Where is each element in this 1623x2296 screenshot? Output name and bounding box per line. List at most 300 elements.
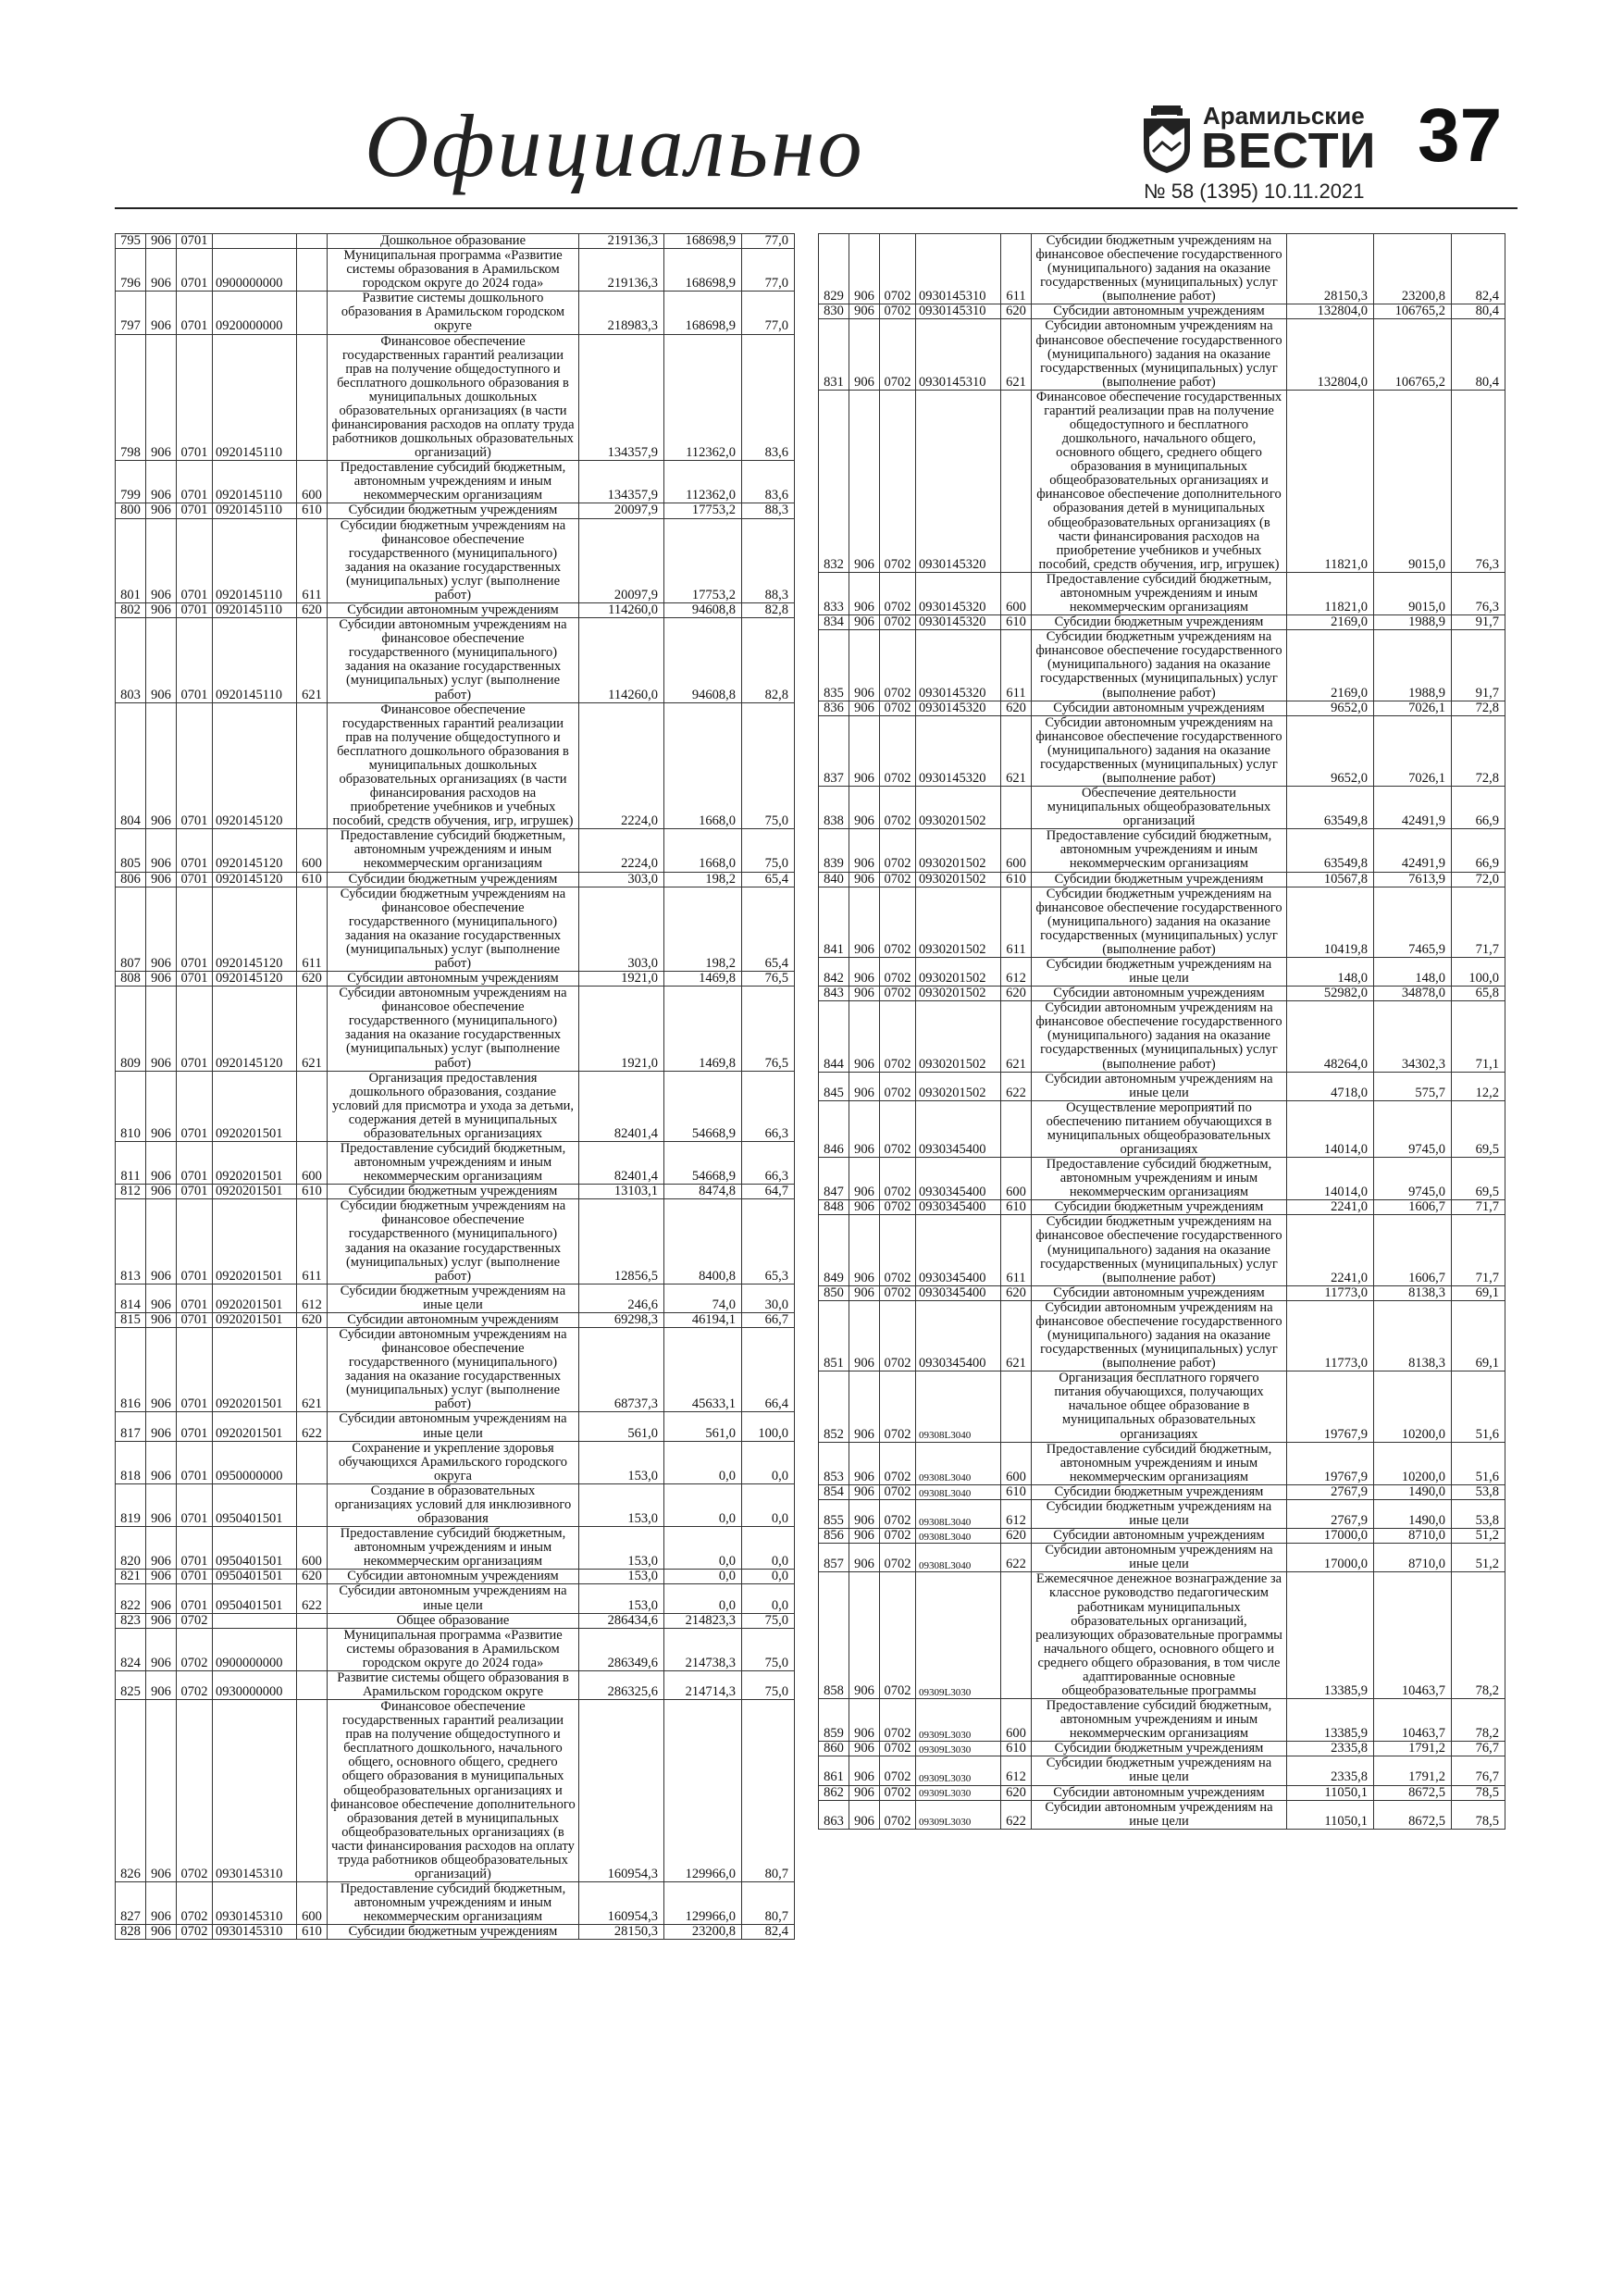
executed-amount: 94608,8 [664,603,742,618]
section-code: 0701 [177,1284,213,1312]
expense-type-code: 622 [1001,1072,1032,1100]
table-row [819,1285,1505,1300]
expense-type-code [297,292,328,334]
expense-type-code [297,1628,328,1670]
page-number: 37 [1418,93,1503,178]
item-description: Муниципальная программа «Развитие системы образования в Арамильском городском округе до 2024 года» [328,1628,579,1670]
item-description: Предоставление субсидий бюджетным, автономным учреждениям и иным некоммерческим организациям [1032,1699,1287,1742]
target-article-code: 0930145310 [916,234,1001,304]
item-description: Финансовое обеспечение государственных гарантий реализации прав на получение общедоступного и бесплатного дошкольного образования в муниципальных дошкольных образовательных организациях (в части финансирования расходов на приобретение учебников и учебных пособий, средств обучения, игр, игрушек) [328,702,579,829]
row-number: 806 [116,872,146,887]
planned-amount: 14014,0 [1287,1158,1374,1200]
execution-percent: 71,7 [1452,1200,1505,1215]
section-code: 0702 [880,304,916,319]
item-description: Субсидии автономным учреждениям [1032,1785,1287,1800]
planned-amount: 2224,0 [579,829,664,872]
execution-percent: 83,6 [742,334,795,461]
execution-percent: 82,8 [742,603,795,618]
execution-percent: 91,7 [1452,615,1505,630]
item-description: Субсидии бюджетным учреждениям [1032,872,1287,887]
planned-amount: 11773,0 [1287,1285,1374,1300]
execution-percent: 82,8 [742,618,795,702]
execution-percent: 69,1 [1452,1300,1505,1371]
row-number: 846 [819,1100,849,1157]
table-row [116,234,795,249]
planned-amount: 153,0 [579,1441,664,1483]
expense-type-code [297,1613,328,1628]
item-description: Организация предоставления дошкольного образования, создание условий для присмотра и ухода за детьми, содержания детей в муниципальных образовательных организациях [328,1071,579,1141]
execution-percent: 72,8 [1452,701,1505,715]
row-number: 837 [819,715,849,786]
section-code: 0701 [177,987,213,1071]
target-article-code: 0920201501 [213,1284,297,1312]
expense-type-code [297,1670,328,1699]
execution-percent: 53,8 [1452,1484,1505,1499]
executed-amount: 168698,9 [664,249,742,292]
target-article-code: 0930345400 [916,1158,1001,1200]
ministry-code: 906 [146,234,177,249]
planned-amount: 19767,9 [1287,1442,1374,1484]
executed-amount: 148,0 [1374,957,1452,986]
section-code: 0701 [177,702,213,829]
section-code: 0701 [177,1142,213,1185]
executed-amount: 7026,1 [1374,715,1452,786]
expense-type-code: 612 [297,1284,328,1312]
target-article-code: 09309L3030 [916,1572,1001,1699]
target-article-code: 0920201501 [213,1328,297,1412]
executed-amount: 74,0 [664,1284,742,1312]
ministry-code: 906 [146,249,177,292]
section-code: 0701 [177,1584,213,1613]
ministry-code: 906 [146,1670,177,1699]
table-row [819,887,1505,957]
item-description: Развитие системы дошкольного образования в Арамильском городском округе [328,292,579,334]
table-row [819,615,1505,630]
target-article-code: 0920201501 [213,1071,297,1141]
target-article-code: 09308L3040 [916,1544,1001,1572]
row-number: 799 [116,461,146,503]
brand-subtitle: Арамильские [1203,102,1365,130]
executed-amount: 0,0 [664,1570,742,1584]
expense-type-code [297,334,328,461]
section-code: 0702 [880,987,916,1001]
target-article-code: 0930201502 [916,787,1001,829]
row-number: 817 [116,1412,146,1441]
row-number: 844 [819,1001,849,1072]
executed-amount: 168698,9 [664,234,742,249]
target-article-code: 0930345400 [916,1300,1001,1371]
planned-amount: 160954,3 [579,1882,664,1925]
expense-type-code: 621 [1001,1001,1032,1072]
target-article-code: 0920145120 [213,887,297,971]
execution-percent: 77,0 [742,249,795,292]
row-number: 826 [116,1700,146,1882]
coat-of-arms-icon [1140,105,1194,174]
table-row [116,603,795,618]
ministry-code: 906 [146,1628,177,1670]
section-code: 0702 [880,701,916,715]
target-article-code: 0920145110 [213,503,297,518]
item-description: Субсидии автономным учреждениям [1032,304,1287,319]
planned-amount: 13103,1 [579,1185,664,1199]
expense-type-code [297,1700,328,1882]
expense-type-code [1001,390,1032,572]
item-description: Предоставление субсидий бюджетным, автономным учреждениям и иным некоммерческим организациям [1032,1442,1287,1484]
expense-type-code: 611 [1001,1215,1032,1285]
item-description: Организация бесплатного горячего питания обучающихся, получающих начальное общее образование в муниципальных образовательных организациях [1032,1371,1287,1442]
expense-type-code: 620 [297,1312,328,1327]
planned-amount: 303,0 [579,872,664,887]
expense-type-code [297,234,328,249]
section-code: 0701 [177,249,213,292]
planned-amount: 12856,5 [579,1199,664,1284]
item-description: Субсидии автономным учреждениям [1032,701,1287,715]
ministry-code: 906 [146,618,177,702]
ministry-code: 906 [849,1800,880,1829]
target-article-code: 0920201501 [213,1142,297,1185]
section-code: 0702 [177,1882,213,1925]
table-row [116,1441,795,1483]
ministry-code: 906 [849,1100,880,1157]
execution-percent: 75,0 [742,1613,795,1628]
planned-amount: 2241,0 [1287,1215,1374,1285]
row-number: 849 [819,1215,849,1285]
executed-amount: 10463,7 [1374,1572,1452,1699]
ministry-code: 906 [146,829,177,872]
target-article-code: 0920201501 [213,1199,297,1284]
executed-amount: 561,0 [664,1412,742,1441]
table-row [819,319,1505,390]
planned-amount: 134357,9 [579,334,664,461]
target-article-code: 0950401501 [213,1584,297,1613]
item-description: Субсидии автономным учреждениям [328,1312,579,1327]
row-number: 856 [819,1529,849,1544]
budget-table-left [115,233,795,1940]
ministry-code: 906 [146,334,177,461]
table-row [819,1572,1505,1699]
planned-amount: 2169,0 [1287,630,1374,701]
planned-amount: 10567,8 [1287,872,1374,887]
newspaper-logo[interactable] [1140,104,1382,178]
table-row [819,1158,1505,1200]
table-row [116,1925,795,1940]
ministry-code: 906 [849,319,880,390]
expense-type-code [297,702,328,829]
section-code: 0702 [880,1572,916,1699]
target-article-code: 0920145120 [213,872,297,887]
target-article-code: 09309L3030 [916,1785,1001,1800]
expense-type-code: 620 [297,1570,328,1584]
execution-percent: 71,7 [1452,887,1505,957]
expense-type-code: 610 [297,1185,328,1199]
section-code: 0702 [177,1670,213,1699]
ministry-code: 906 [849,1200,880,1215]
item-description: Субсидии бюджетным учреждениям [1032,1484,1287,1499]
execution-percent: 76,7 [1452,1742,1505,1756]
section-code: 0701 [177,1412,213,1441]
row-number: 850 [819,1285,849,1300]
table-row [819,390,1505,572]
execution-percent: 100,0 [742,1412,795,1441]
expense-type-code [297,1483,328,1526]
expense-type-code: 600 [297,829,328,872]
table-row [116,702,795,829]
executed-amount: 1490,0 [1374,1499,1452,1528]
planned-amount: 2767,9 [1287,1499,1374,1528]
item-description: Финансовое обеспечение государственных гарантий реализации прав на получение общедоступного и бесплатного дошкольного, начального общего, основного общего, среднего общего образования в муниципальных общеобразовательных организациях и финансовое обеспечение дополнительного образования детей в муниципальных общеобразовательных организациях (в части финансирования расходов на оплату труда работников общеобразовательных организаций) [328,1700,579,1882]
table-row [116,1584,795,1613]
item-description: Субсидии автономным учреждениям на иные цели [1032,1800,1287,1829]
executed-amount: 94608,8 [664,618,742,702]
planned-amount: 13385,9 [1287,1572,1374,1699]
expense-type-code: 621 [1001,715,1032,786]
ministry-code: 906 [849,1756,880,1785]
table-row [819,1529,1505,1544]
executed-amount: 214738,3 [664,1628,742,1670]
target-article-code: 0930201502 [916,957,1001,986]
item-description: Субсидии автономным учреждениям на финансовое обеспечение государственного (муниципального) задания на оказание государственных (муниципальных) услуг (выполнение работ) [1032,1300,1287,1371]
execution-percent: 0,0 [742,1584,795,1613]
executed-amount: 168698,9 [664,292,742,334]
target-article-code: 0930345400 [916,1215,1001,1285]
planned-amount: 14014,0 [1287,1100,1374,1157]
expense-type-code: 600 [1001,1442,1032,1484]
expense-type-code: 622 [297,1584,328,1613]
executed-amount: 0,0 [664,1483,742,1526]
execution-percent: 53,8 [1452,1499,1505,1528]
table-row [819,1200,1505,1215]
item-description: Субсидии автономным учреждениям на финансовое обеспечение государственного (муниципального) задания на оказание государственных (муниципальных) услуг (выполнение работ) [1032,1001,1287,1072]
execution-percent: 65,3 [742,1199,795,1284]
expense-type-code: 600 [1001,829,1032,872]
row-number: 840 [819,872,849,887]
execution-percent: 51,2 [1452,1544,1505,1572]
section-code: 0702 [880,1158,916,1200]
expense-type-code [297,1441,328,1483]
section-code: 0702 [880,1200,916,1215]
execution-percent: 72,0 [1452,872,1505,887]
expense-type-code: 612 [1001,1756,1032,1785]
target-article-code: 0930201502 [916,872,1001,887]
planned-amount: 218983,3 [579,292,664,334]
target-article-code: 0920201501 [213,1312,297,1327]
table-row [819,872,1505,887]
ministry-code: 906 [849,1484,880,1499]
execution-percent: 80,4 [1452,304,1505,319]
expense-type-code: 621 [297,987,328,1071]
execution-percent: 71,1 [1452,1001,1505,1072]
brand-name: ВЕСТИ [1201,123,1377,179]
section-code: 0702 [880,615,916,630]
execution-percent: 69,5 [1452,1100,1505,1157]
item-description: Предоставление субсидий бюджетным, автономным учреждениям и иным некоммерческим организациям [328,1142,579,1185]
ministry-code: 906 [146,1185,177,1199]
expense-type-code: 610 [1001,615,1032,630]
page-header [115,93,1518,213]
section-code: 0701 [177,1441,213,1483]
execution-percent: 91,7 [1452,630,1505,701]
target-article-code: 0920000000 [213,292,297,334]
executed-amount: 1988,9 [1374,630,1452,701]
execution-percent: 80,7 [742,1700,795,1882]
section-code: 0701 [177,972,213,987]
planned-amount: 132804,0 [1287,304,1374,319]
item-description: Осуществление мероприятий по обеспечению питанием обучающихся в муниципальных общеобразовательных организациях [1032,1100,1287,1157]
expense-type-code: 600 [1001,572,1032,614]
expense-type-code: 610 [297,872,328,887]
issue-info: № 58 (1395) 10.11.2021 [1144,180,1365,203]
section-code: 0701 [177,618,213,702]
target-article-code: 0930145320 [916,572,1001,614]
execution-percent: 75,0 [742,1670,795,1699]
executed-amount: 1490,0 [1374,1484,1452,1499]
ministry-code: 906 [849,957,880,986]
ministry-code: 906 [146,972,177,987]
row-number: 809 [116,987,146,1071]
planned-amount: 52982,0 [1287,987,1374,1001]
ministry-code: 906 [849,1285,880,1300]
row-number: 813 [116,1199,146,1284]
ministry-code: 906 [849,715,880,786]
item-description: Финансовое обеспечение государственных гарантий реализации прав на получение общедоступного и бесплатного дошкольного образования в муниципальных дошкольных образовательных организациях (в части финансирования расходов на оплату труда работников дошкольных образовательных организаций) [328,334,579,461]
execution-percent: 66,3 [742,1071,795,1141]
planned-amount: 28150,3 [579,1925,664,1940]
table-row [819,572,1505,614]
row-number: 860 [819,1742,849,1756]
execution-percent: 80,4 [1452,319,1505,390]
item-description: Субсидии автономным учреждениям [1032,1285,1287,1300]
table-row [819,1371,1505,1442]
target-article-code: 0950401501 [213,1483,297,1526]
planned-amount: 10419,8 [1287,887,1374,957]
target-article-code: 09309L3030 [916,1699,1001,1742]
planned-amount: 114260,0 [579,603,664,618]
executed-amount: 112362,0 [664,461,742,503]
row-number: 847 [819,1158,849,1200]
row-number: 835 [819,630,849,701]
planned-amount: 153,0 [579,1584,664,1613]
planned-amount: 9652,0 [1287,701,1374,715]
target-article-code: 0930201502 [916,829,1001,872]
expense-type-code: 610 [1001,1742,1032,1756]
item-description: Предоставление субсидий бюджетным, автономным учреждениям и иным некоммерческим организациям [328,461,579,503]
section-code: 0702 [880,829,916,872]
section-code: 0701 [177,1199,213,1284]
target-article-code: 0930145320 [916,701,1001,715]
expense-type-code: 621 [1001,1300,1032,1371]
planned-amount: 63549,8 [1287,787,1374,829]
expense-type-code [1001,787,1032,829]
executed-amount: 54668,9 [664,1071,742,1141]
planned-amount: 153,0 [579,1570,664,1584]
execution-percent: 30,0 [742,1284,795,1312]
expense-type-code: 610 [297,1925,328,1940]
section-code: 0702 [880,572,916,614]
expense-type-code: 621 [1001,319,1032,390]
execution-percent: 65,4 [742,872,795,887]
target-article-code: 0930201502 [916,987,1001,1001]
target-article-code: 09309L3030 [916,1756,1001,1785]
table-row [819,234,1505,304]
section-code: 0702 [880,1100,916,1157]
executed-amount: 112362,0 [664,334,742,461]
executed-amount: 0,0 [664,1441,742,1483]
planned-amount: 561,0 [579,1412,664,1441]
ministry-code: 906 [849,1499,880,1528]
planned-amount: 219136,3 [579,234,664,249]
section-code: 0702 [177,1628,213,1670]
ministry-code: 906 [849,1572,880,1699]
expense-type-code: 612 [1001,1499,1032,1528]
table-row [116,829,795,872]
item-description: Субсидии бюджетным учреждениям [1032,615,1287,630]
target-article-code: 0930345400 [916,1285,1001,1300]
target-article-code: 0930345400 [916,1200,1001,1215]
executed-amount: 106765,2 [1374,319,1452,390]
planned-amount: 134357,9 [579,461,664,503]
ministry-code: 906 [849,615,880,630]
ministry-code: 906 [146,1284,177,1312]
planned-amount: 148,0 [1287,957,1374,986]
ministry-code: 906 [849,1442,880,1484]
section-code: 0702 [880,1215,916,1285]
table-row [116,618,795,702]
executed-amount: 8672,5 [1374,1800,1452,1829]
target-article-code: 0920145110 [213,461,297,503]
execution-percent: 66,9 [1452,787,1505,829]
section-code: 0702 [880,1285,916,1300]
row-number: 857 [819,1544,849,1572]
target-article-code: 09308L3040 [916,1371,1001,1442]
item-description: Предоставление субсидий бюджетным, автономным учреждениям и иным некоммерческим организациям [1032,1158,1287,1200]
planned-amount: 11821,0 [1287,390,1374,572]
table-row [116,503,795,518]
executed-amount: 9745,0 [1374,1100,1452,1157]
execution-percent: 80,7 [742,1882,795,1925]
ministry-code: 906 [849,390,880,572]
row-number: 807 [116,887,146,971]
table-row [116,292,795,334]
row-number: 839 [819,829,849,872]
row-number: 805 [116,829,146,872]
expense-type-code: 622 [297,1412,328,1441]
table-row [819,1300,1505,1371]
row-number: 828 [116,1925,146,1940]
execution-percent: 64,7 [742,1185,795,1199]
ministry-code: 906 [849,1529,880,1544]
expense-type-code: 610 [297,503,328,518]
executed-amount: 1668,0 [664,829,742,872]
ministry-code: 906 [146,1584,177,1613]
section-code: 0701 [177,1185,213,1199]
table-row [819,1215,1505,1285]
table-row [116,1071,795,1141]
table-row [819,304,1505,319]
executed-amount: 214714,3 [664,1670,742,1699]
item-description: Субсидии автономным учреждениям на иные цели [1032,1072,1287,1100]
target-article-code: 09308L3040 [916,1529,1001,1544]
ministry-code: 906 [146,1613,177,1628]
target-article-code: 0920145120 [213,987,297,1071]
item-description: Субсидии автономным учреждениям на финансовое обеспечение государственного (муниципального) задания на оказание государственных (муниципальных) услуг (выполнение работ) [328,987,579,1071]
section-code: 0702 [880,1742,916,1756]
item-description: Субсидии бюджетным учреждениям на иные цели [1032,957,1287,986]
executed-amount: 17753,2 [664,503,742,518]
planned-amount: 11821,0 [1287,572,1374,614]
target-article-code: 0920145110 [213,603,297,618]
section-code: 0701 [177,234,213,249]
item-description: Субсидии бюджетным учреждениям на финансовое обеспечение государственного (муниципального) задания на оказание государственных (муниципальных) услуг (выполнение работ) [328,518,579,602]
